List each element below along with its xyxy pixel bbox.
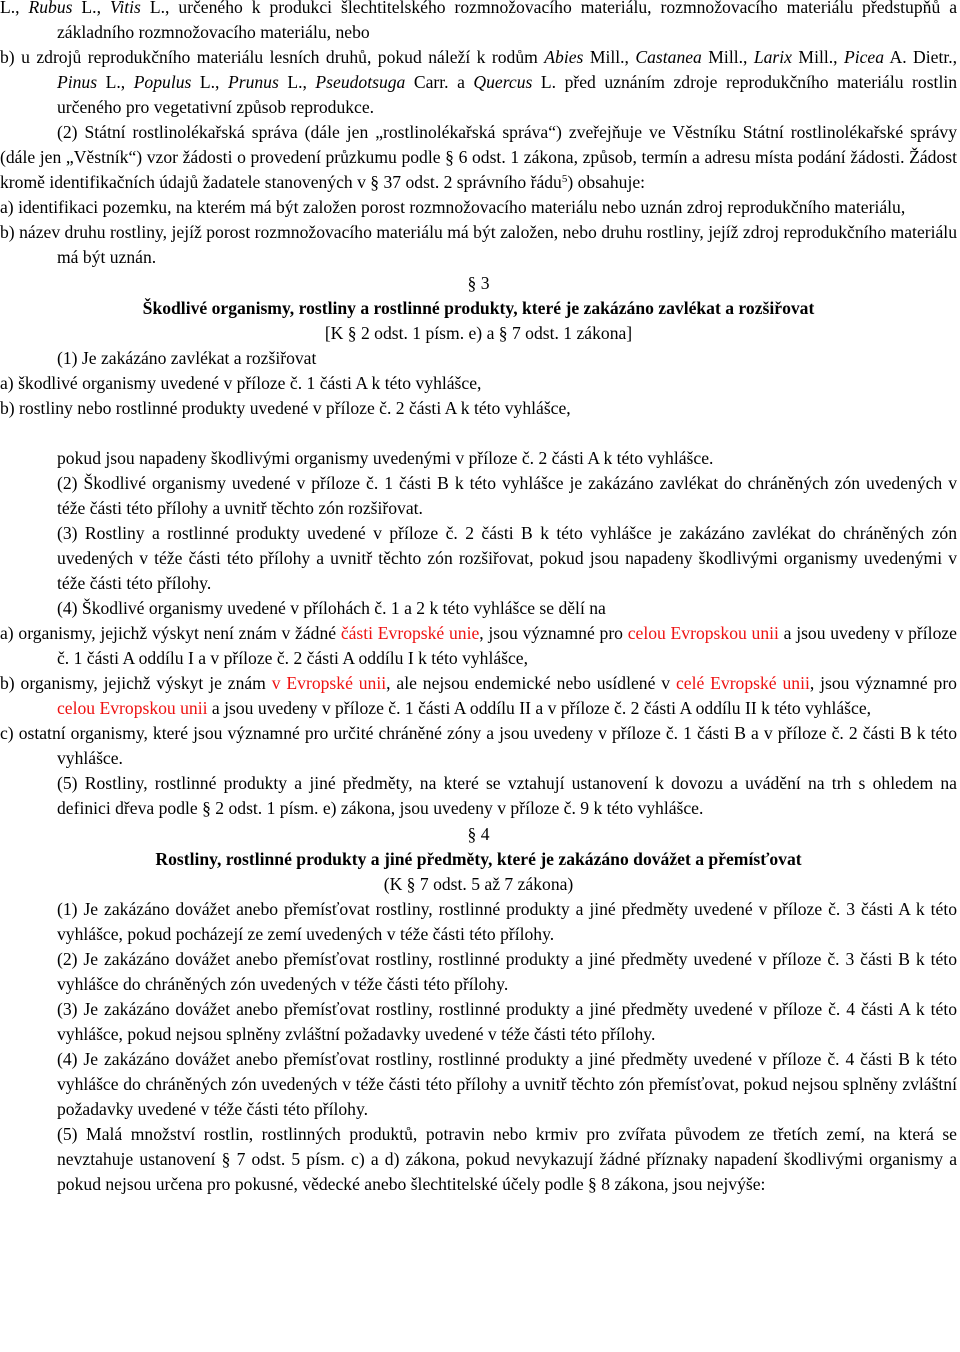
text-run: a jsou uvedeny v příloze č. 1 části A oddílu II a v příloze č. 2 části A oddílu II k této vyhlášce,: [207, 698, 872, 719]
text-run: (3) Rostliny a rostlinné produkty uvedené v příloze č. 2 části B k této vyhlášce je zakázáno zavlékat do chráněných zón uvedených v téže části této přílohy a uvnitř těchto zón rozšiřovat, pokud jsou napadeny škodlivými organismy uvedenými v téže části této přílohy.: [57, 522, 957, 594]
list-item: [0, 671, 957, 721]
text-run: Castanea: [635, 47, 702, 68]
text-run: L.,: [72, 0, 110, 17]
text-run: L. před uznáním zdroje reprodukčního materiálu rostlin určeného pro vegetativní způsob reprodukce.: [57, 72, 958, 118]
text-run: Škodlivé organismy, rostliny a rostlinné produkty, které je zakázáno zavlékat a rozšiřovat: [142, 297, 815, 318]
text-run: (2) Je zakázáno dovážet anebo přemísťovat rostliny, rostlinné produkty a jiné předměty uvedené v příloze č. 3 části B k této vyhlášce do chráněných zón uvedených v téže části této přílohy.: [57, 948, 957, 994]
text-run: Prunus: [227, 72, 279, 93]
text-run: , jsou významné pro: [809, 673, 957, 694]
text-run: a) organismy, jejichž výskyt není znám v žádné: [0, 623, 341, 644]
text-run: Mill.,: [701, 47, 754, 68]
text-run: [K § 2 odst. 1 písm. e) a § 7 odst. 1 zákona]: [324, 322, 633, 343]
text-run: pokud jsou napadeny škodlivými organismy uvedenými v příloze č. 2 části A k této vyhlášce.: [57, 447, 714, 468]
text-run: (K § 7 odst. 5 až 7 zákona): [383, 873, 574, 894]
text-run: Rostliny, rostlinné produkty a jiné předměty, které je zakázáno dovážet a přemísťovat: [155, 848, 802, 869]
highlighted-text: celé Evropské unii: [675, 673, 810, 694]
paragraph: [57, 471, 957, 521]
text-run: L.,: [191, 72, 228, 93]
section-title: [0, 296, 957, 321]
blank-line: [0, 421, 957, 446]
section-heading: [0, 872, 957, 897]
text-run: (5) Malá množství rostlin, rostlinných produktů, potravin nebo krmiv pro zvířata původem ze třetích zemí, na která se nevztahuje ustanovení § 7 odst. 5 písm. c) a d) zákona, pokud nevykazují žádné příznaky napadení škodlivými organismy a pokud nejsou určena pro pokusné, vědecké anebo šlechtitelské účely podle § 8 zákona, jsou nejvýše:: [57, 1124, 957, 1195]
section-title: [0, 847, 957, 872]
text-run: a) identifikaci pozemku, na kterém má být založen porost rozmnožovacího materiálu nebo uznán zdroj reprodukčního materiálu,: [0, 197, 906, 218]
text-run: § 3: [467, 272, 490, 293]
text-run: (1) Je zakázáno dovážet anebo přemísťovat rostliny, rostlinné produkty a jiné předměty uvedené v příloze č. 3 části A k této vyhlášce, pokud pocházejí ze zemí uvedených v téže části této přílohy.: [57, 898, 957, 944]
text-run: L.,: [278, 72, 316, 93]
paragraph: [57, 521, 957, 596]
paragraph: [57, 947, 957, 997]
text-run: b) název druhu rostliny, jejíž porost rozmnožovacího materiálu má být založen, nebo druhu rostliny, jejíž zdroj reprodukčního materiálu má být uznán.: [0, 222, 957, 268]
text-run: Rubus: [28, 0, 73, 17]
text-run: § 4: [467, 823, 490, 844]
text-run: Pseudotsuga: [315, 72, 406, 93]
text-run: , jsou významné pro: [479, 623, 628, 644]
footnote-ref: 5: [561, 173, 568, 186]
highlighted-text: části Evropské unie: [340, 623, 480, 644]
text-run: L., určeného k produkci šlechtitelského rozmnožovacího materiálu, rozmnožovacího materiálu předstupňů a základního rozmnožovacího materiálu, nebo: [57, 0, 957, 43]
text-run: a) škodlivé organismy uvedené v příloze č. 1 části A k této vyhlášce,: [0, 372, 482, 393]
list-item: [0, 396, 957, 421]
paragraph: [57, 1122, 957, 1197]
list-item: [0, 721, 957, 771]
text-run: Abies: [544, 47, 584, 68]
text-run: (4) Je zakázáno dovážet anebo přemísťovat rostliny, rostlinné produkty a jiné předměty uvedené v příloze č. 4 části B k této vyhlášce do chráněných zón uvedených v téže části této přílohy a uvnitř těchto zón přemísťovat, pokud nejsou splněny zvláštní požadavky uvedené v téže části této přílohy.: [57, 1048, 957, 1120]
text-run: Vitis: [109, 0, 141, 17]
text-run: (3) Je zakázáno dovážet anebo přemísťovat rostliny, rostlinné produkty a jiné předměty uvedené v příloze č. 4 části A k této vyhlášce, pokud nejsou splněny zvláštní požadavky uvedené v téže části této přílohy.: [57, 998, 957, 1044]
text-run: (4) Škodlivé organismy uvedené v přílohách č. 1 a 2 k této vyhlášce se dělí na: [57, 598, 606, 619]
text-run: (2) Státní rostlinolékařská správa (dále jen „rostlinolékařská správa“) zveřejňuje ve Věstníku Státní rostlinolékařské správy (dále jen „Věstník“) vzor žádosti o provedení průzkumu podle § 6 odst. 1 zákona, způsob, termín a adresu místa podání žádosti. Žádost kromě identifikačních údajů žadatele stanovených v § 37 odst. 2 správního řádu: [0, 122, 957, 193]
text-run: a jsou uvedeny v příloze č. 1 části A oddílu I a v příloze č. 2 části A oddílu I k této vyhlášce,: [57, 623, 957, 669]
highlighted-text: v Evropské unii: [271, 673, 387, 694]
text-run: b) organismy, jejichž výskyt je znám: [0, 673, 272, 694]
list-item: [0, 195, 957, 220]
paragraph: [0, 346, 957, 371]
list-item: [0, 621, 957, 671]
paragraph: [57, 997, 957, 1047]
highlighted-text: celou Evropskou unii: [627, 623, 779, 644]
list-item: [0, 220, 957, 270]
text-run: L.,: [97, 72, 134, 93]
text-run: L.,: [0, 0, 29, 17]
text-run: A. Dietr.,: [884, 47, 958, 68]
text-run: Mill.,: [791, 47, 844, 68]
text-run: Quercus: [473, 72, 533, 93]
paragraph: [57, 897, 957, 947]
text-run: c) ostatní organismy, které jsou významné pro určité chráněné zóny a jsou uvedeny v příloze č. 1 části B a v příloze č. 2 části B k této vyhlášce.: [0, 723, 957, 769]
paragraph: [57, 1047, 957, 1122]
paragraph: [57, 596, 957, 621]
list-item: [0, 45, 957, 120]
text-run: (1) Je zakázáno zavlékat a rozšiřovat: [57, 347, 317, 368]
text-run: Picea: [843, 47, 885, 68]
section-heading: [0, 822, 957, 847]
section-heading: [0, 321, 957, 346]
text-run: Mill.,: [583, 47, 636, 68]
text-run: b) rostliny nebo rostlinné produkty uvedené v příloze č. 2 části A k této vyhlášce,: [0, 397, 571, 418]
list-item: [0, 0, 957, 45]
text-run: Pinus: [57, 72, 98, 93]
paragraph: [57, 446, 957, 471]
paragraph: [0, 120, 957, 195]
text-run: (2) Škodlivé organismy uvedené v příloze č. 1 části B k této vyhlášce je zakázáno zavlékat do chráněných zón uvedených v téže části této přílohy a uvnitř těchto zón rozšiřovat.: [57, 472, 957, 518]
text-run: Larix: [753, 47, 792, 68]
list-item: [0, 371, 957, 396]
text-run: Carr. a: [405, 72, 474, 93]
paragraph: [57, 771, 957, 821]
text-run: Populus: [133, 72, 192, 93]
text-run: , ale nejsou endemické nebo usídlené v: [386, 673, 676, 694]
text-run: b) u zdrojů reprodukčního materiálu lesních druhů, pokud náleží k rodům: [0, 47, 545, 68]
text-run: ) obsahuje:: [567, 172, 646, 193]
highlighted-text: celou Evropskou unii: [57, 698, 208, 719]
text-run: (5) Rostliny, rostlinné produkty a jiné předměty, na které se vztahují ustanovení k dovozu a uvádění na trh s ohledem na definici dřeva podle § 2 odst. 1 písm. e) zákona, jsou uvedeny v příloze č. 9 k této vyhlášce.: [57, 773, 957, 819]
section-heading: [0, 271, 957, 296]
